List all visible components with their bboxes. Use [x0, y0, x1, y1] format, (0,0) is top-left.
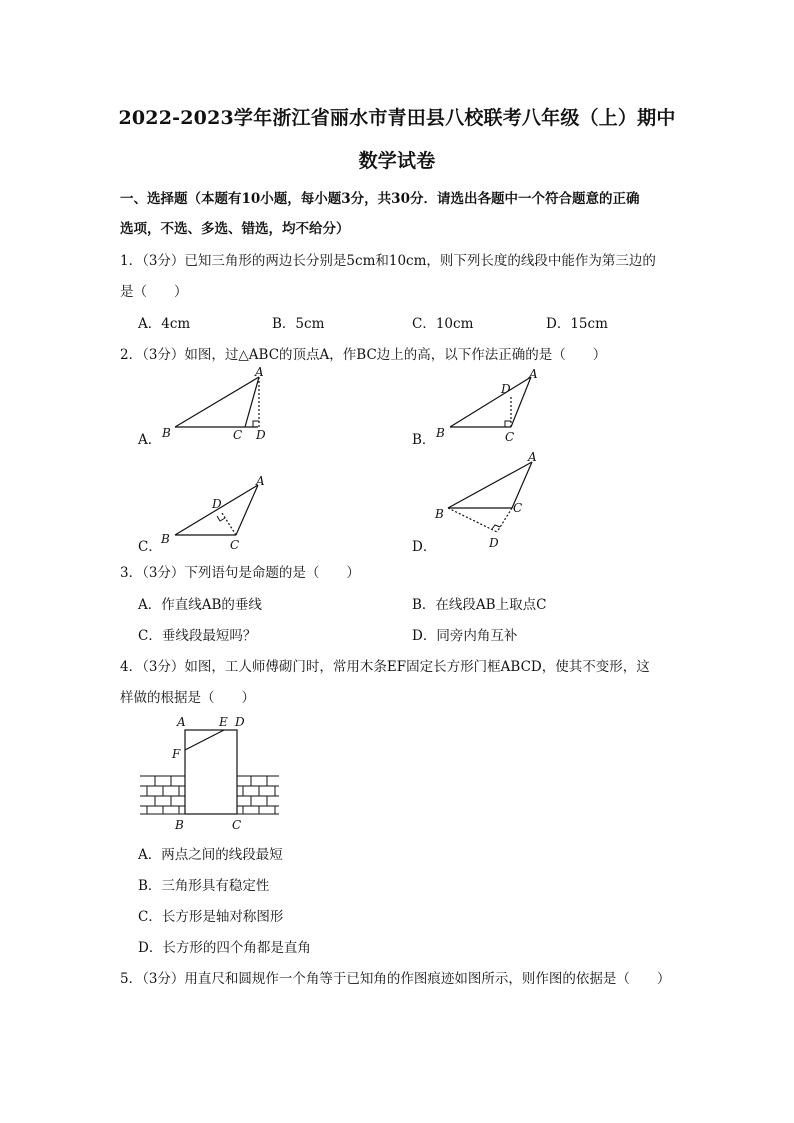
q1-stem-line2: 是（ ）	[120, 284, 188, 300]
q2d-point-d: D	[489, 536, 499, 550]
q4-point-b: B	[175, 818, 184, 832]
q2-figure-a	[155, 365, 280, 447]
q2-stem: 2．（3分）如图，过△ABC的顶点A，作BC边上的高，以下作法正确的是（ ）	[120, 347, 607, 363]
q1-option-a: A．4cm	[138, 316, 191, 332]
q2-figure-c	[155, 470, 280, 552]
q3-option-d: D．同旁内角互补	[412, 628, 518, 644]
q4-door-frame-figure	[135, 712, 285, 834]
q2-option-a-label: A．	[138, 432, 162, 448]
q2b-point-a: A	[529, 367, 538, 381]
q2-option-c-label: C．	[138, 539, 162, 555]
q2-figure-b	[430, 365, 555, 447]
q4-point-c: C	[232, 818, 242, 832]
q4-option-c: C．长方形是轴对称图形	[138, 909, 284, 925]
q4-stem-line2: 样做的根据是（ ）	[120, 690, 255, 706]
q2a-point-a: A	[255, 365, 264, 379]
q4-option-b: B．三角形具有稳定性	[138, 878, 270, 894]
q1-option-b: B．5cm	[272, 316, 325, 332]
q4-point-d: D	[235, 715, 245, 729]
q2d-point-a: A	[528, 450, 537, 464]
q2b-point-d: D	[501, 382, 511, 396]
section1-heading-line1: 一、选择题（本题有10小题，每小题3分，共30分．请选出各题中一个符合题意的正确	[120, 191, 640, 207]
q2b-point-b: B	[436, 426, 445, 440]
q3-option-a: A．作直线AB的垂线	[138, 597, 262, 613]
q3-stem: 3．（3分）下列语句是命题的是（ ）	[120, 565, 360, 581]
q2c-point-c: C	[230, 538, 240, 552]
q2b-point-c: C	[505, 430, 515, 444]
q2c-point-d: D	[212, 497, 222, 511]
q2d-point-c: C	[513, 501, 523, 515]
q2-option-d-label: D．	[412, 539, 437, 555]
q2a-point-d: D	[256, 428, 266, 442]
q2d-point-b: B	[435, 507, 444, 521]
q1-option-d: D．15cm	[546, 316, 608, 332]
q4-option-a: A．两点之间的线段最短	[138, 847, 283, 863]
right-brick-wall	[237, 776, 279, 814]
q2c-point-a: A	[256, 474, 265, 488]
q1-option-c: C．10cm	[412, 316, 474, 332]
q2a-point-c: C	[233, 428, 243, 442]
q2-option-b-label: B．	[412, 432, 436, 448]
q4-point-f: F	[172, 747, 181, 761]
q2a-point-b: B	[162, 426, 171, 440]
exam-title-line2: 数学试卷	[358, 150, 436, 172]
q5-stem: 5．（3分）用直尺和圆规作一个角等于已知角的作图痕迹如图所示，则作图的依据是（ ）	[120, 971, 671, 987]
exam-title-line1: 2022-2023学年浙江省丽水市青田县八校联考八年级（上）期中	[118, 107, 676, 129]
section1-heading-line2: 选项，不选、多选、错选，均不给分）	[120, 221, 350, 237]
q4-point-a: A	[177, 715, 186, 729]
q2c-point-b: B	[161, 532, 170, 546]
q3-option-b: B．在线段AB上取点C	[412, 597, 547, 613]
door-frame-abcd	[185, 730, 237, 814]
q2-figure-d	[430, 448, 555, 552]
q4-stem-line1: 4．（3分）如图，工人师傅砌门时，常用木条EF固定长方形门框ABCD，使其不变形，这	[120, 659, 650, 675]
q3-option-c: C．垂线段最短吗？	[138, 628, 257, 644]
left-brick-wall	[140, 776, 185, 814]
q4-option-d: D．长方形的四个角都是直角	[138, 940, 311, 956]
q4-point-e: E	[219, 715, 228, 729]
q1-stem-line1: 1．（3分）已知三角形的两边长分别是5cm和10cm，则下列长度的线段中能作为第三边的	[120, 253, 656, 269]
